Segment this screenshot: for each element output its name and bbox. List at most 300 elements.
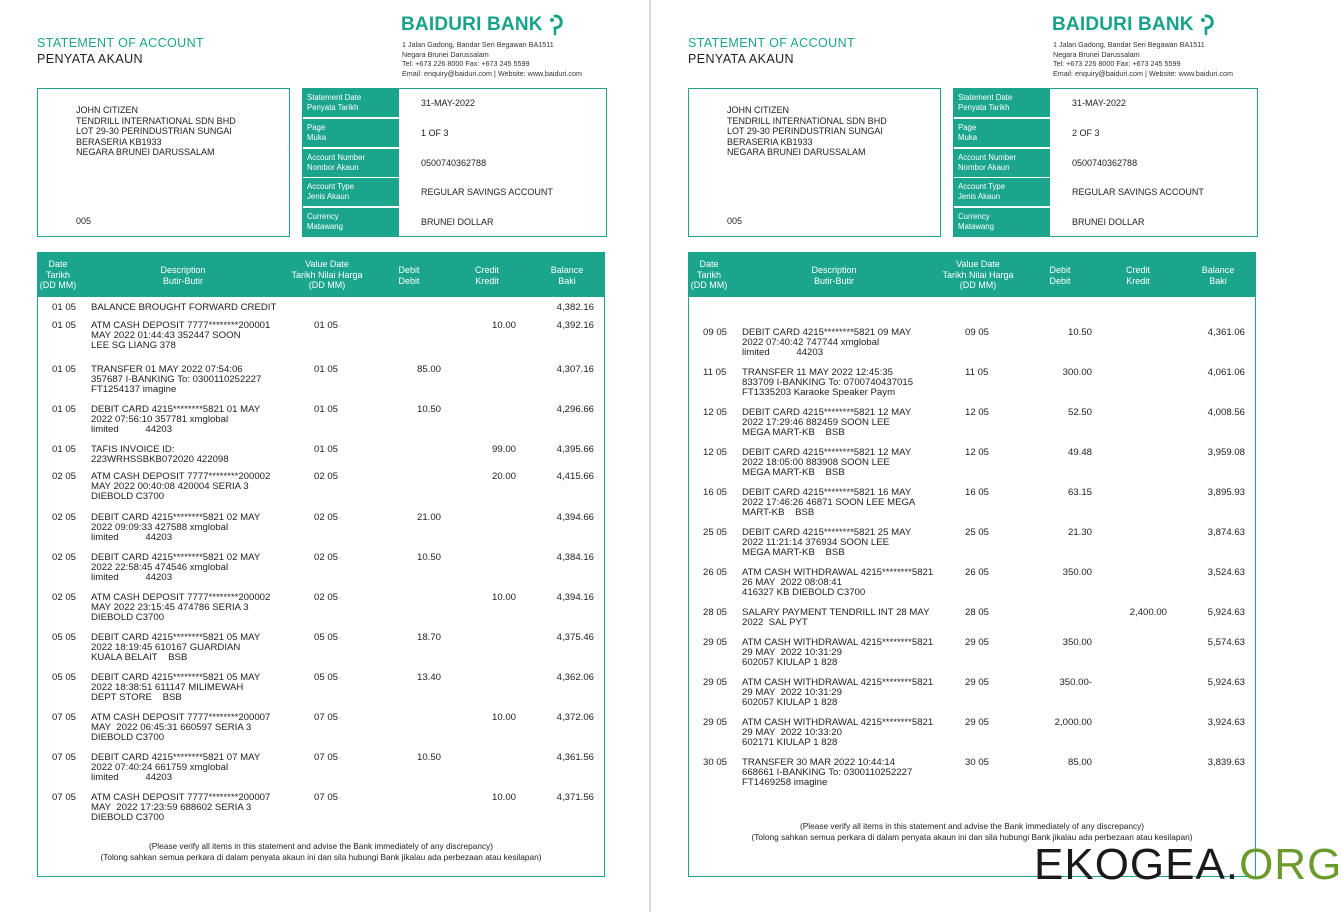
title-en: STATEMENT OF ACCOUNT — [37, 36, 205, 50]
account-info-label-en: Statement Date — [307, 93, 362, 102]
row-balance: 4,392.16 — [556, 320, 594, 331]
row-description — [742, 368, 942, 399]
bank-name-text: BAIDURI BANK — [1052, 14, 1194, 35]
row-description — [91, 593, 291, 624]
row-description-line: MEGA MART-KB BSB — [742, 427, 845, 439]
row-debit: 350.00- — [1059, 677, 1092, 688]
row-date: 09 05 — [703, 327, 728, 338]
title-ms: PENYATA AKAUN — [37, 52, 143, 66]
row-credit: 10.00 — [491, 712, 516, 723]
row-description-line: DEBIT CARD 4215********5821 12 MAY — [742, 407, 912, 418]
header-value-date — [923, 259, 1033, 291]
row-balance: 5,924.63 — [1207, 607, 1245, 618]
row-value-date: 05 05 — [314, 632, 339, 643]
row-date: 01 05 — [52, 444, 77, 455]
header-description — [142, 265, 224, 286]
header-balance-line: Baki — [558, 275, 576, 286]
row-description — [742, 528, 942, 559]
row-description-line: 2022 17:46:26 46871 SOON LEE MEGA — [742, 497, 916, 509]
row-description — [742, 568, 942, 599]
bank-address1: 1 Jalan Gadong, Bandar Seri Begawan BA1511 — [402, 40, 554, 49]
row-description — [742, 448, 942, 479]
header-balance-line: Balance — [1201, 265, 1235, 275]
row-date: 02 05 — [52, 512, 77, 523]
row-description-line: 2022 11:21:14 376934 SOON LEE — [742, 537, 890, 549]
row-description-line: DIEBOLD C3700 — [91, 732, 165, 744]
row-credit: 99.00 — [491, 444, 516, 455]
row-description-line: 2022 18:19:45 610167 GUARDIAN — [91, 642, 241, 654]
account-info-label — [954, 178, 1050, 206]
row-description-line: 833709 I-BANKING To: 0700740437015 — [742, 377, 914, 389]
row-description-line: DEBIT CARD 4215********5821 05 MAY — [91, 632, 261, 643]
row-description-line: limited 44203 — [91, 772, 173, 784]
row-description-line: limited 44203 — [91, 572, 173, 584]
row-balance: 5,924.63 — [1207, 677, 1245, 688]
header-debit-line: Debit — [1049, 265, 1071, 275]
row-description-line: 2022 07:56:10 357781 xmglobal — [91, 414, 229, 426]
row-description-line: MAY 2022 17:23:59 688602 SERIA 3 — [91, 802, 252, 814]
header-credit-line: Credit — [474, 265, 499, 275]
header-date-line: Date — [699, 259, 719, 269]
row-description-line: ATM CASH DEPOSIT 7777********200001 — [91, 320, 271, 331]
row-credit: 10.00 — [491, 320, 516, 331]
account-info-label — [954, 208, 1050, 236]
row-description-line: DEBIT CARD 4215********5821 12 MAY — [742, 447, 912, 458]
row-debit: 21.00 — [416, 512, 441, 523]
row-date: 07 05 — [52, 792, 77, 803]
row-description-line: DEPT STORE BSB — [91, 692, 182, 704]
row-description-line: ATM CASH DEPOSIT 7777********200002 — [91, 592, 271, 603]
row-description-line: 26 MAY 2022 08:08:41 — [742, 577, 842, 589]
row-description-line: DEBIT CARD 4215********5821 25 MAY — [742, 527, 912, 538]
row-debit: 2,000.00 — [1054, 717, 1092, 728]
row-date: 07 05 — [52, 712, 77, 723]
row-date: 25 05 — [703, 527, 728, 538]
account-info-row — [954, 208, 1257, 238]
footer-en: (Please verify all items in this statement and advise the Bank immediately of any discrepancy) — [799, 821, 1145, 831]
table-header — [38, 253, 604, 297]
row-debit: 21.30 — [1067, 527, 1092, 538]
account-info-label-en: Currency — [307, 212, 339, 222]
account-info-label — [303, 119, 399, 147]
account-info-value: 0500740362788 — [421, 157, 487, 168]
bank-contact: Email: enquiry@baiduri.com | Website: www.baiduri.com — [402, 68, 582, 78]
footer-ms: (Tolong sahkan semua perkara di dalam penyata akaun ini dan sila hubungi Bank jikalau ada perbezaan atau kesilapan) — [751, 832, 1193, 842]
account-info-label-en: Statement Date — [958, 93, 1013, 102]
header-debit-line: Debit — [398, 265, 420, 275]
row-description — [91, 303, 291, 313]
header-description-line: Description — [160, 265, 206, 275]
header-debit — [1034, 265, 1086, 286]
header-date — [689, 259, 729, 291]
row-date: 05 05 — [52, 672, 77, 683]
row-description-line: 357687 I-BANKING To: 0300110252227 — [91, 374, 262, 386]
row-description-line: MEGA MART-KB BSB — [742, 547, 845, 559]
row-description-line: DIEBOLD C3700 — [91, 812, 165, 824]
footer-ms: (Tolong sahkan semua perkara di dalam penyata akaun ini dan sila hubungi Bank jikalau ada perbezaan atau kesilapan) — [100, 852, 542, 862]
bank-name-text: BAIDURI BANK — [401, 14, 543, 35]
account-info-label-ms: Penyata Tarikh — [958, 103, 1010, 112]
account-info-label-ms: Nombor Akaun — [307, 162, 359, 172]
header-credit-line: Kredit — [475, 275, 499, 286]
row-credit: 10.00 — [491, 592, 516, 603]
row-date: 12 05 — [703, 447, 728, 458]
account-info-row — [954, 178, 1257, 208]
table-header — [689, 253, 1255, 297]
row-balance: 3,524.63 — [1207, 567, 1245, 578]
row-description-line: ATM CASH WITHDRAWAL 4215********5821 — [742, 567, 934, 578]
header-debit — [383, 265, 435, 286]
row-description-line: FT1335203 Karaoke Speaker Paym — [742, 387, 896, 399]
row-value-date: 02 05 — [314, 512, 339, 523]
row-value-date: 02 05 — [314, 552, 339, 563]
row-description-line: SALARY PAYMENT TENDRILL INT 28 MAY — [742, 607, 930, 618]
row-debit: 13.40 — [416, 672, 441, 683]
row-debit: 10.50 — [416, 404, 441, 415]
customer-line4: NEGARA BRUNEI DARUSSALAM — [727, 147, 866, 157]
customer-line2: LOT 29-30 PERINDUSTRIAN SUNGAI — [76, 126, 232, 136]
row-description-line: limited 44203 — [91, 532, 173, 544]
account-info-label — [303, 149, 399, 177]
row-debit: 63.15 — [1067, 487, 1092, 498]
header-balance-line: Baki — [1209, 275, 1227, 286]
header-date-line: Date — [48, 259, 68, 269]
row-description — [91, 445, 291, 465]
row-description-line: MART-KB BSB — [742, 507, 815, 519]
row-description — [91, 405, 291, 436]
header-value-date-line: Value Date — [956, 259, 1000, 269]
account-info-label-en: Account Type — [307, 182, 355, 192]
row-balance: 4,008.56 — [1207, 407, 1245, 418]
row-value-date: 29 05 — [965, 637, 990, 648]
account-info-row — [954, 149, 1257, 179]
row-description-line: MEGA MART-KB BSB — [742, 467, 845, 479]
row-value-date: 26 05 — [965, 567, 990, 578]
header-credit-line: Credit — [1125, 265, 1150, 275]
row-balance: 4,384.16 — [556, 552, 594, 563]
row-date: 01 05 — [52, 302, 77, 313]
row-description-line: 602171 KIULAP 1 828 — [742, 737, 838, 749]
header-credit-line: Kredit — [1126, 275, 1150, 286]
account-info-label-ms: Muka — [307, 132, 327, 142]
row-description-line: FT1469258 imagine — [742, 777, 828, 789]
account-info-row — [303, 178, 606, 208]
row-description-line: 668661 I-BANKING To: 0300110252227 — [742, 767, 913, 779]
row-debit: 350.00 — [1062, 637, 1092, 648]
customer-address-box — [688, 88, 941, 237]
row-date: 07 05 — [52, 752, 77, 763]
account-info-label-ms: Muka — [958, 132, 978, 142]
row-credit: 20.00 — [491, 471, 516, 482]
row-debit: 300.00 — [1062, 367, 1092, 378]
account-info-row — [303, 149, 606, 179]
row-debit: 10.50 — [416, 752, 441, 763]
row-description — [91, 793, 291, 824]
customer-line1: TENDRILL INTERNATIONAL SDN BHD — [76, 115, 236, 126]
customer-address — [76, 105, 236, 158]
account-info-value: 0500740362788 — [1072, 157, 1138, 168]
header-value-date-line: Tarikh Nilai Harga — [291, 269, 363, 280]
header-debit-line: Debit — [398, 275, 420, 286]
bank-address2: Negara Brunei Darussalam — [402, 49, 489, 59]
title-ms: PENYATA AKAUN — [688, 52, 794, 66]
row-balance: 5,574.63 — [1207, 637, 1245, 648]
row-date: 02 05 — [52, 471, 77, 482]
row-value-date: 05 05 — [314, 672, 339, 683]
header-debit-line: Debit — [1049, 275, 1071, 286]
header-date-line: (DD MM) — [690, 280, 728, 290]
account-info-value: 31-MAY-2022 — [421, 98, 476, 108]
watermark-main: EKOGEA. — [1034, 840, 1240, 889]
row-description-line: ATM CASH WITHDRAWAL 4215********5821 — [742, 637, 934, 648]
row-balance: 4,371.56 — [556, 792, 594, 803]
row-description — [742, 608, 942, 628]
row-value-date: 12 05 — [965, 447, 990, 458]
header-description-line: Butir-Butir — [813, 275, 854, 286]
bank-address2: Negara Brunei Darussalam — [1053, 49, 1140, 59]
bank-tel: Tel: +673 226 8000 Fax: +673 245 5599 — [1053, 59, 1181, 68]
statement-page-1 — [0, 0, 650, 912]
row-description-line: DEBIT CARD 4215********5821 01 MAY — [91, 404, 261, 415]
row-balance: 4,061.06 — [1207, 367, 1245, 378]
row-date: 29 05 — [703, 637, 728, 648]
account-info-label — [954, 149, 1050, 177]
row-description-line: ATM CASH DEPOSIT 7777********200007 — [91, 792, 271, 803]
row-description-line: limited 44203 — [742, 347, 824, 359]
account-info-label-ms: Matawang — [307, 222, 343, 232]
row-date: 26 05 — [703, 567, 728, 578]
header-value-date-line: Value Date — [305, 259, 349, 269]
row-description-line: 2022 18:38:51 611147 MILIMEWAH — [91, 682, 244, 694]
row-description-line: TRANSFER 30 MAR 2022 10:44:14 — [742, 757, 896, 768]
header-balance-line: Balance — [550, 265, 584, 275]
row-description — [91, 753, 291, 784]
row-description-line: DIEBOLD C3700 — [91, 491, 165, 503]
row-description — [91, 365, 291, 396]
account-info-row — [303, 208, 606, 238]
header-value-date-line: (DD MM) — [959, 280, 997, 290]
header-credit — [459, 265, 515, 286]
row-value-date: 28 05 — [965, 607, 990, 618]
account-info-label — [954, 119, 1050, 147]
row-description — [91, 513, 291, 544]
row-description — [742, 758, 942, 789]
row-debit: 49.48 — [1067, 447, 1092, 458]
header-date — [38, 259, 78, 291]
row-balance: 3,895.93 — [1207, 487, 1245, 498]
header-value-date — [272, 259, 382, 291]
row-description-line: 29 MAY 2022 10:33:20 — [742, 727, 842, 739]
account-info-value: 31-MAY-2022 — [1072, 98, 1127, 108]
account-info-row — [954, 119, 1257, 149]
row-debit: 85.00 — [1067, 757, 1092, 768]
row-debit: 85.00 — [416, 364, 441, 375]
customer-line1: TENDRILL INTERNATIONAL SDN BHD — [727, 115, 887, 126]
row-description-line: DEBIT CARD 4215********5821 02 MAY — [91, 512, 261, 523]
account-info-box — [953, 88, 1258, 237]
statement-page-2 — [651, 0, 1301, 912]
row-balance: 4,375.46 — [556, 632, 594, 643]
row-description-line: KUALA BELAIT BSB — [91, 652, 188, 664]
row-description-line: 416327 KB DIEBOLD C3700 — [742, 587, 866, 599]
row-description-line: limited 44203 — [91, 424, 173, 436]
customer-code: 005 — [76, 216, 92, 226]
bank-name — [401, 14, 564, 36]
row-value-date: 01 05 — [314, 320, 339, 331]
account-info-label-ms: Jenis Akaun — [958, 192, 1001, 202]
row-description-line: DEBIT CARD 4215********5821 07 MAY — [91, 752, 261, 763]
row-description-line: TRANSFER 11 MAY 2022 12:45:35 — [742, 367, 893, 378]
row-date: 30 05 — [703, 757, 728, 768]
bank-tel: Tel: +673 226 8000 Fax: +673 245 5599 — [402, 59, 530, 68]
bank-logo-icon — [1197, 14, 1215, 36]
customer-code: 005 — [727, 216, 743, 226]
row-description-line: MAY 2022 06:45:31 660597 SERIA 3 — [91, 722, 252, 734]
row-description-line: 223WRHSSBKB072020 422098 — [91, 454, 229, 466]
account-info-label-en: Page — [307, 122, 326, 132]
row-value-date: 25 05 — [965, 527, 990, 538]
bank-address1: 1 Jalan Gadong, Bandar Seri Begawan BA1511 — [1053, 40, 1205, 49]
watermark — [1034, 840, 1342, 890]
bank-address — [1053, 40, 1233, 78]
row-description-line: 2022 22:58:45 474546 xmglobal — [91, 562, 229, 574]
watermark-suffix: ORG — [1239, 840, 1342, 889]
statement-footer — [38, 841, 604, 863]
row-value-date: 01 05 — [314, 364, 339, 375]
row-description-line: DEBIT CARD 4215********5821 16 MAY — [742, 487, 912, 498]
bank-contact: Email: enquiry@baiduri.com | Website: www.baiduri.com — [1053, 68, 1233, 78]
row-balance: 3,839.63 — [1207, 757, 1245, 768]
row-value-date: 07 05 — [314, 752, 339, 763]
customer-address-box — [37, 88, 290, 237]
row-description-line: ATM CASH DEPOSIT 7777********200007 — [91, 712, 271, 723]
account-info-label-en: Page — [958, 122, 977, 132]
row-credit: 2,400.00 — [1129, 607, 1167, 618]
row-value-date: 07 05 — [314, 712, 339, 723]
bank-name — [1052, 14, 1215, 36]
row-value-date: 11 05 — [965, 367, 989, 378]
row-description-line: 602057 KIULAP 1 828 — [742, 657, 838, 669]
customer-line4: NEGARA BRUNEI DARUSSALAM — [76, 147, 215, 157]
row-value-date: 01 05 — [314, 444, 339, 455]
row-description-line: ATM CASH WITHDRAWAL 4215********5821 — [742, 677, 934, 688]
row-description-line: MAY 2022 00:40:08 420004 SERIA 3 — [91, 481, 249, 493]
customer-line3: BERASERIA KB1933 — [76, 136, 162, 147]
header-description — [793, 265, 875, 286]
account-info-label — [303, 89, 399, 117]
account-info-value: 2 OF 3 — [1072, 127, 1100, 138]
row-description-line: LEE SG LIANG 378 — [91, 340, 176, 352]
row-description — [742, 638, 942, 669]
account-info-row — [303, 119, 606, 149]
row-value-date: 29 05 — [965, 677, 990, 688]
header-value-date-line: Tarikh Nilai Harga — [942, 269, 1014, 280]
row-description-line: 29 MAY 2022 10:31:29 — [742, 647, 842, 659]
account-info-row — [954, 89, 1257, 119]
row-description-line: 2022 17:29:46 882459 SOON LEE — [742, 417, 890, 429]
row-date: 02 05 — [52, 552, 77, 563]
row-description — [742, 718, 942, 749]
row-description-line: DEBIT CARD 4215********5821 09 MAY — [742, 327, 912, 338]
row-description-line: 2022 09:09:33 427588 xmglobal — [91, 522, 229, 534]
row-description-line: ATM CASH DEPOSIT 7777********200002 — [91, 471, 271, 482]
account-info-value: 1 OF 3 — [421, 127, 449, 138]
row-balance: 4,382.16 — [556, 302, 594, 313]
row-description-line: FT1254137 imagine — [91, 384, 177, 396]
account-info-label-ms: Matawang — [958, 222, 994, 232]
account-info-label-ms: Nombor Akaun — [958, 162, 1010, 172]
row-description — [91, 472, 291, 503]
row-balance: 4,296.66 — [556, 404, 594, 415]
row-description-line: TRANSFER 01 MAY 2022 07:54:06 — [91, 364, 243, 375]
row-value-date: 12 05 — [965, 407, 990, 418]
transactions-table — [37, 252, 605, 877]
row-description-line: 2022 18:05:00 883908 SOON LEE — [742, 457, 890, 469]
row-balance: 3,924.63 — [1207, 717, 1245, 728]
row-description — [742, 408, 942, 439]
customer-name: JOHN CITIZEN — [76, 105, 138, 115]
row-debit: 18.70 — [416, 632, 441, 643]
header-date-line: Tarikh — [45, 269, 70, 280]
row-description — [742, 328, 942, 359]
bank-logo-icon — [546, 14, 564, 36]
row-value-date: 30 05 — [965, 757, 990, 768]
row-balance: 4,362.06 — [556, 672, 594, 683]
row-date: 16 05 — [703, 487, 728, 498]
row-description — [91, 633, 291, 664]
row-balance: 4,361.56 — [556, 752, 594, 763]
row-credit: 10.00 — [491, 792, 516, 803]
row-balance: 4,395.66 — [556, 444, 594, 455]
account-info-label-en: Account Number — [958, 152, 1017, 162]
header-balance — [537, 265, 597, 286]
row-description — [91, 321, 291, 352]
row-balance: 3,874.63 — [1207, 527, 1245, 538]
row-value-date: 01 05 — [314, 404, 339, 415]
account-info-box — [302, 88, 607, 237]
account-info-label-en: Account Number — [307, 152, 366, 162]
row-balance: 4,394.16 — [556, 592, 594, 603]
row-balance: 4,307.16 — [556, 364, 594, 375]
header-credit — [1110, 265, 1166, 286]
row-description-line: 2022 SAL PYT — [742, 617, 808, 629]
header-description-line: Description — [811, 265, 857, 275]
row-date: 01 05 — [52, 364, 77, 375]
row-description-line: ATM CASH WITHDRAWAL 4215********5821 — [742, 717, 934, 728]
row-description-line: BALANCE BROUGHT FORWARD CREDIT — [91, 302, 277, 313]
header-description-line: Butir-Butir — [162, 275, 203, 286]
row-description — [91, 713, 291, 744]
row-date: 29 05 — [703, 677, 728, 688]
row-date: 29 05 — [703, 717, 728, 728]
row-description — [91, 553, 291, 584]
transactions-table — [688, 252, 1256, 877]
row-description-line: DEBIT CARD 4215********5821 05 MAY — [91, 672, 261, 683]
row-description — [742, 678, 942, 709]
row-description-line: MAY 2022 01:44:43 352447 SOON — [91, 330, 241, 342]
row-balance: 3,959.08 — [1207, 447, 1245, 458]
row-value-date: 29 05 — [965, 717, 990, 728]
row-date: 02 05 — [52, 592, 77, 603]
customer-name: JOHN CITIZEN — [727, 105, 789, 115]
row-debit: 10.50 — [416, 552, 441, 563]
account-info-row — [303, 89, 606, 119]
row-debit: 52.50 — [1067, 407, 1092, 418]
account-info-label — [303, 178, 399, 206]
row-debit: 350.00 — [1062, 567, 1092, 578]
row-description-line: 2022 07:40:42 747744 xmglobal — [742, 337, 880, 349]
row-description — [742, 488, 942, 519]
